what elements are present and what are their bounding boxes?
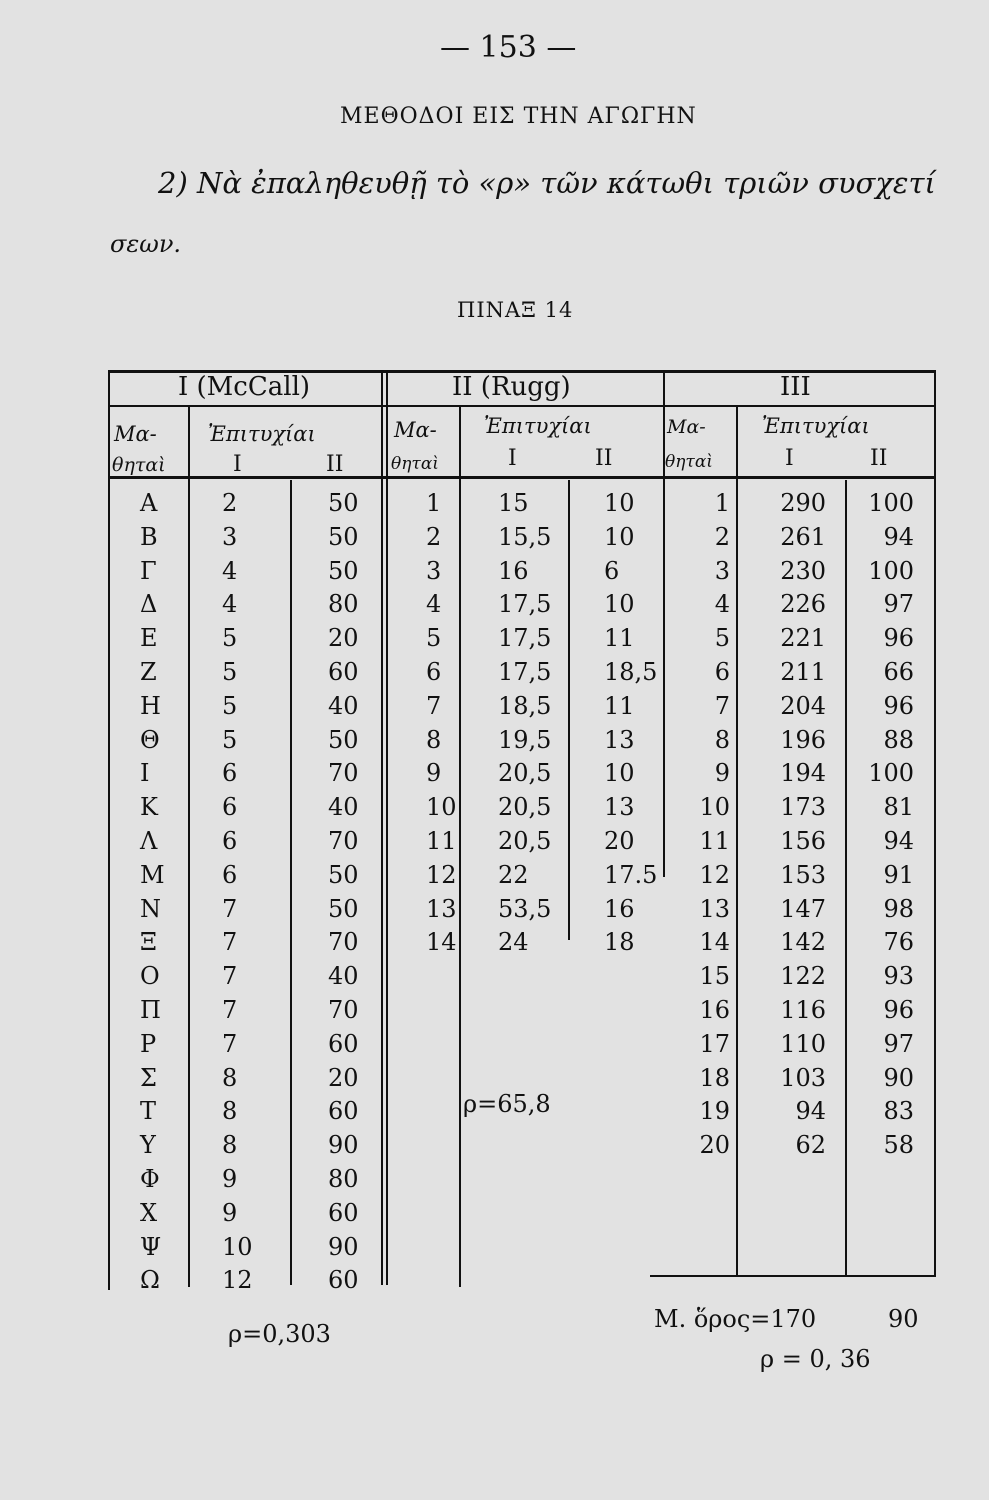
table-cell: 5	[222, 691, 238, 720]
table-cell: 9	[222, 1164, 238, 1193]
table-cell: 66	[883, 657, 914, 686]
table-cell: 221	[780, 624, 826, 653]
rugg-students-header-bottom: θηταὶ	[391, 454, 439, 474]
table-cell: 12	[699, 860, 730, 889]
table-cell: 2	[714, 522, 730, 551]
table-cell: 16	[498, 556, 529, 585]
table-cell: 19	[699, 1097, 730, 1126]
table-cell: Σ	[140, 1063, 157, 1092]
table-cell: 9	[222, 1198, 238, 1227]
table-cell: 81	[883, 793, 914, 822]
table-cell: 90	[328, 1232, 359, 1261]
table-cell: Γ	[140, 556, 157, 585]
table-cell: 90	[883, 1063, 914, 1092]
table-cell: 226	[780, 590, 826, 619]
table-cell: 94	[795, 1097, 826, 1126]
section2-right-rule	[663, 372, 665, 877]
table-cell: 142	[780, 928, 826, 957]
third-I-II-divider	[845, 480, 847, 1275]
table-cell: 10	[604, 522, 635, 551]
table-cell: 5	[714, 624, 730, 653]
mccall-successes-header: Ἐπιτυχίαι	[208, 422, 316, 446]
table-cell: 91	[883, 860, 914, 889]
table-cell: 10	[699, 793, 730, 822]
table-cell: Ο	[140, 962, 160, 991]
third-roman-I: I	[785, 446, 794, 471]
table-cell: 60	[328, 1097, 359, 1126]
table-cell: 15,5	[498, 522, 552, 551]
section1-double-rule-b	[386, 372, 388, 1285]
table-cell: 60	[328, 1029, 359, 1058]
table-cell: 50	[328, 489, 359, 517]
table-cell: 93	[883, 962, 914, 991]
table-cell: Τ	[140, 1097, 157, 1126]
table-cell: 83	[883, 1097, 914, 1126]
table-cell: 8	[222, 1063, 238, 1092]
table-cell: 20	[328, 624, 359, 653]
table-cell: 6	[222, 793, 238, 822]
table-right-border	[934, 372, 936, 1277]
table-cell: 11	[426, 826, 457, 855]
table-cell: 18	[699, 1063, 730, 1092]
table-cell: 20	[604, 826, 635, 855]
table-cell: 8	[426, 725, 442, 754]
table-cell: 98	[883, 894, 914, 923]
third-roman-II: II	[870, 446, 888, 471]
table-cell: 194	[780, 759, 826, 788]
table-cell: 4	[714, 590, 730, 619]
third-students-header-bottom: θηταὶ	[665, 452, 713, 472]
third-rho: ρ = 0, 36	[760, 1345, 871, 1373]
group-header-third: III	[780, 372, 811, 402]
third-mean-II: 90	[888, 1305, 919, 1333]
table-cell: 50	[328, 556, 359, 585]
table-cell: Μ	[140, 860, 165, 889]
mccall-I-II-divider	[290, 480, 292, 1285]
table-cell: 1	[714, 489, 730, 517]
table-cell: 80	[328, 1164, 359, 1193]
third-I-column	[770, 487, 826, 1163]
mccall-students-header-bottom: θηταὶ	[112, 454, 166, 476]
table-cell: 8	[222, 1097, 238, 1126]
table-cell: 1	[426, 489, 442, 517]
table-cell: 3	[426, 556, 442, 585]
table-cell: 20	[328, 1063, 359, 1092]
rugg-I-II-divider	[568, 480, 570, 940]
table-cell: 96	[883, 995, 914, 1024]
table-cell: Κ	[140, 793, 158, 822]
table-cell: 16	[699, 995, 730, 1024]
rugg-I-column	[498, 487, 551, 960]
table-cell: 8	[714, 725, 730, 754]
table-cell: Ρ	[140, 1029, 157, 1058]
table-cell: 10	[426, 793, 457, 822]
third-II-column	[858, 487, 914, 1163]
rugg-II-column	[604, 487, 657, 960]
table-cell: 153	[780, 860, 826, 889]
mccall-I-column	[222, 487, 253, 1298]
table-cell: 3	[222, 522, 238, 551]
running-heading: ΜΕΘΟΔΟΙ ΕΙΣ ΤΗΝ ΑΓΩΓΗΝ	[340, 104, 697, 129]
table-cell: Θ	[140, 725, 160, 754]
rugg-students-divider	[459, 407, 461, 1287]
table-cell: 173	[780, 793, 826, 822]
table-cell: 8	[222, 1131, 238, 1160]
table-cell: 7	[222, 894, 238, 923]
table-cell: 7	[222, 962, 238, 991]
table-cell: Φ	[140, 1164, 160, 1193]
table-cell: 40	[328, 691, 359, 720]
table-cell: Η	[140, 691, 161, 720]
table-cell: 100	[868, 489, 914, 517]
rugg-successes-header: Ἐπιτυχίαι	[484, 414, 592, 438]
table-cell: 76	[883, 928, 914, 957]
table-cell: 5	[222, 657, 238, 686]
section3-bottom-rule	[650, 1275, 936, 1277]
table-cell: 60	[328, 1266, 359, 1295]
table-cell: 50	[328, 522, 359, 551]
table-cell: Υ	[140, 1131, 156, 1160]
table-cell: Ε	[140, 624, 158, 653]
table-cell: Ξ	[140, 928, 157, 957]
table-left-border	[108, 372, 110, 1290]
rugg-students-header-top: Μα-	[394, 418, 437, 442]
table-cell: 88	[883, 725, 914, 754]
table-cell: 14	[699, 928, 730, 957]
table-cell: 90	[328, 1131, 359, 1160]
table-cell: 5	[426, 624, 442, 653]
table-cell: 10	[222, 1232, 253, 1261]
table-cell: Ν	[140, 894, 161, 923]
table-cell: 22	[498, 860, 529, 889]
table-cell: 13	[699, 894, 730, 923]
mccall-students-column	[140, 487, 165, 1298]
table-cell: 60	[328, 1198, 359, 1227]
table-cell: Ζ	[140, 657, 157, 686]
table-cell: 17,5	[498, 657, 552, 686]
table-cell: 211	[780, 657, 826, 686]
table-cell: Α	[140, 489, 158, 517]
table-cell: 20,5	[498, 826, 552, 855]
table-cell: 5	[222, 725, 238, 754]
table-cell: 9	[714, 759, 730, 788]
table-cell: 13	[604, 725, 635, 754]
table-cell: 10	[604, 759, 635, 788]
rugg-roman-II: II	[595, 446, 613, 471]
table-cell: 10	[604, 489, 635, 517]
third-students-divider	[736, 407, 738, 1275]
mccall-students-divider	[188, 407, 190, 1287]
table-cell: 70	[328, 759, 359, 788]
table-cell: 110	[780, 1029, 826, 1058]
table-cell: 15	[498, 489, 529, 517]
table-cell: 97	[883, 590, 914, 619]
table-cell: 6	[222, 759, 238, 788]
third-students-column	[690, 487, 730, 1163]
table-cell: 94	[883, 826, 914, 855]
table-cell: 70	[328, 995, 359, 1024]
rugg-students-column	[426, 487, 457, 960]
table-cell: 261	[780, 522, 826, 551]
table-cell: 196	[780, 725, 826, 754]
table-cell: 96	[883, 624, 914, 653]
table-cell: 116	[780, 995, 826, 1024]
group-header-rule	[108, 405, 936, 407]
table-cell: 20,5	[498, 759, 552, 788]
third-students-header-top: Μα-	[667, 416, 706, 438]
table-cell: 40	[328, 793, 359, 822]
table-cell: 17	[699, 1029, 730, 1058]
table-cell: 12	[222, 1266, 253, 1295]
table-cell: 53,5	[498, 894, 552, 923]
table-cell: 6	[222, 826, 238, 855]
table-cell: 18,5	[498, 691, 552, 720]
table-cell: 96	[883, 691, 914, 720]
table-cell: 6	[604, 556, 620, 585]
problem-text-line2: σεων.	[110, 230, 182, 258]
table-cell: Χ	[140, 1198, 158, 1227]
table-cell: 50	[328, 860, 359, 889]
table-cell: 70	[328, 826, 359, 855]
table-cell: Π	[140, 995, 161, 1024]
table-cell: 156	[780, 826, 826, 855]
table-cell: 40	[328, 962, 359, 991]
table-cell: 103	[780, 1063, 826, 1092]
table-cell: 17.5	[604, 860, 658, 889]
table-cell: 15	[699, 962, 730, 991]
table-cell: 24	[498, 928, 529, 957]
table-cell: Δ	[140, 590, 158, 619]
table-cell: Ι	[140, 759, 150, 788]
table-cell: 50	[328, 894, 359, 923]
table-cell: 18,5	[604, 657, 658, 686]
table-cell: 13	[426, 894, 457, 923]
table-cell: 122	[780, 962, 826, 991]
table-cell: 97	[883, 1029, 914, 1058]
table-cell: 50	[328, 725, 359, 754]
problem-text-line1: 2) Νὰ ἐπαληθευθῇ τὸ «ρ» τῶν κάτωθι τριῶν συσχετί	[158, 166, 936, 200]
table-cell: Λ	[140, 826, 158, 855]
table-cell: 2	[222, 489, 238, 517]
table-cell: 13	[604, 793, 635, 822]
table-cell: 6	[222, 860, 238, 889]
table-cell: 7	[222, 1029, 238, 1058]
table-cell: 12	[426, 860, 457, 889]
table-cell: 4	[426, 590, 442, 619]
table-cell: 7	[426, 691, 442, 720]
table-cell: 17,5	[498, 590, 552, 619]
table-cell: 147	[780, 894, 826, 923]
table-cell: 20,5	[498, 793, 552, 822]
table-cell: 290	[780, 489, 826, 517]
table-cell: 100	[868, 556, 914, 585]
table-cell: 3	[714, 556, 730, 585]
table-cell: Β	[140, 522, 158, 551]
table-cell: Ψ	[140, 1232, 162, 1261]
table-cell: 11	[604, 691, 635, 720]
table-cell: 58	[883, 1131, 914, 1160]
mccall-roman-II: II	[326, 452, 344, 477]
table-cell: 11	[699, 826, 730, 855]
table-cell: 11	[604, 624, 635, 653]
page-number: — 153 —	[440, 30, 577, 65]
rugg-roman-I: I	[508, 446, 517, 471]
table-cell: 4	[222, 556, 238, 585]
table-cell: 16	[604, 894, 635, 923]
mccall-roman-I: I	[233, 452, 242, 477]
table-cell: 7	[222, 928, 238, 957]
table-cell: 100	[868, 759, 914, 788]
table-cell: 7	[714, 691, 730, 720]
table-cell: 20	[699, 1131, 730, 1160]
table-cell: 18	[604, 928, 635, 957]
table-cell: 9	[426, 759, 442, 788]
table-cell: 6	[426, 657, 442, 686]
table-cell: 17,5	[498, 624, 552, 653]
table-cell: 7	[222, 995, 238, 1024]
rugg-rho: ρ=65,8	[463, 1090, 551, 1118]
table-title: ΠΙΝΑΞ 14	[457, 298, 574, 322]
table-cell: 80	[328, 590, 359, 619]
third-successes-header: Ἐπιτυχίαι	[762, 414, 870, 438]
table-cell: 2	[426, 522, 442, 551]
table-cell: 230	[780, 556, 826, 585]
table-cell: 19,5	[498, 725, 552, 754]
mccall-II-column	[328, 487, 359, 1298]
mccall-rho: ρ=0,303	[228, 1320, 331, 1348]
table-cell: Ω	[140, 1266, 160, 1295]
group-header-mccall: I (McCall)	[178, 372, 311, 402]
mccall-students-header-top: Μα-	[114, 422, 157, 446]
table-cell: 60	[328, 657, 359, 686]
table-cell: 10	[604, 590, 635, 619]
section1-double-rule-a	[381, 372, 383, 1285]
table-cell: 14	[426, 928, 457, 957]
table-cell: 204	[780, 691, 826, 720]
table-cell: 4	[222, 590, 238, 619]
group-header-rugg: II (Rugg)	[452, 372, 571, 402]
table-cell: 5	[222, 624, 238, 653]
table-cell: 94	[883, 522, 914, 551]
third-mean: M. ὅρος=170	[654, 1305, 817, 1333]
table-cell: 6	[714, 657, 730, 686]
table-cell: 70	[328, 928, 359, 957]
table-cell: 62	[795, 1131, 826, 1160]
